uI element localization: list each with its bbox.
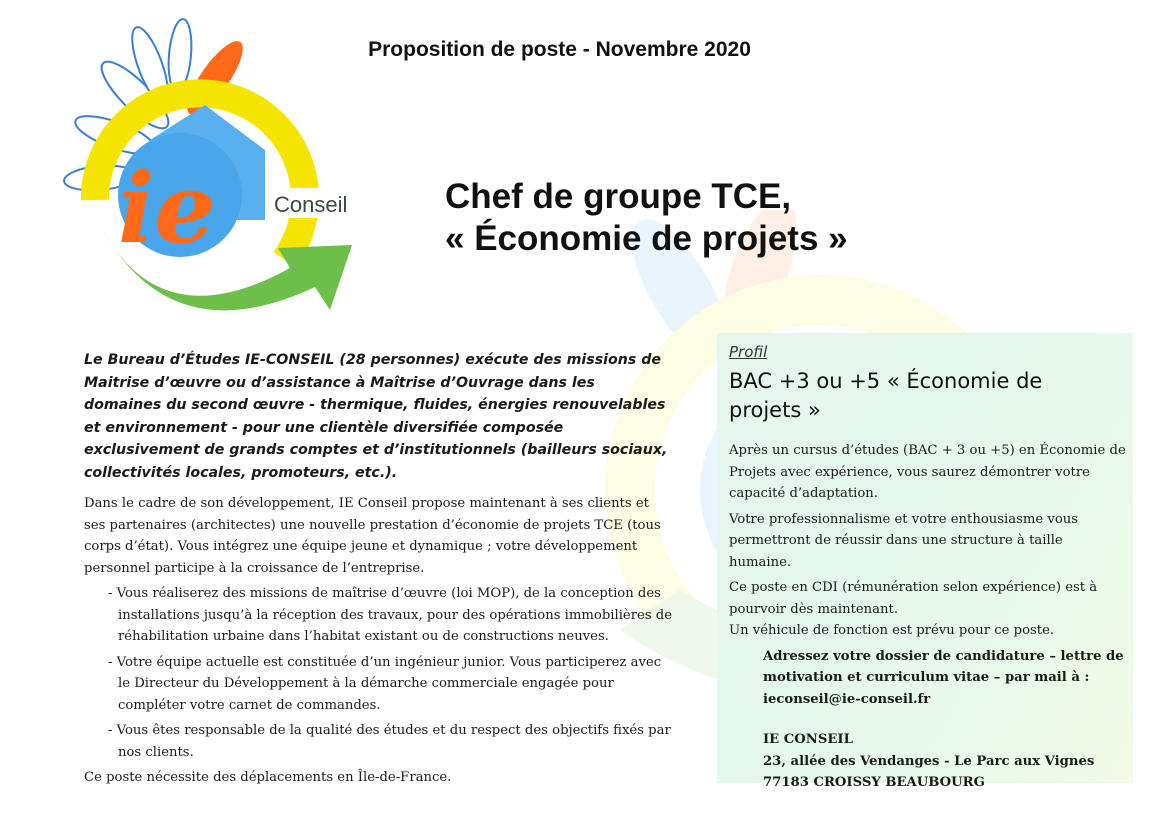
address-line-1: 23, allée des Vendanges - Le Parc aux Vignes [763,753,1095,769]
profile-vehicle: Un véhicule de fonction est prévu pour ce poste. [729,623,1055,638]
team-bullet: - Votre équipe actuelle est constituée d’un ingénieur junior. Vous participerez avec le Directeur du Développement à la démarche commerciale engagée pour compléter votre carnet de commandes. [108,654,662,713]
responsibility-bullet: - Vous êtes responsable de la qualité des études et du respect des objectifs fixés par nos clients. [108,723,671,760]
logo-conseil-word: Conseil [274,192,348,217]
job-title [445,176,848,260]
logo-ie-letters: ie [118,152,216,265]
document-header-title: Proposition de poste - Novembre 2020 [368,38,751,61]
profile-studies: Après un cursus d’études (BAC + 3 ou +5) en Économie de Projets avec expérience, vous saurez démontrer votre capacité d’adaptation. [729,443,1126,501]
profile-body [729,440,1127,794]
profile-contract: Ce poste en CDI (rémunération selon expérience) est à pourvoir dès maintenant. [729,580,1098,617]
development-paragraph: Dans le cadre de son développement, IE Conseil propose maintenant à ses clients et ses partenaires (architectes) une nouvelle prestation d’économie de projets TCE (tous corps d’état). Vous intégrez une équipe jeune et dynamique ; votre développement personnel participe à la croissance de l’entreprise. [84,496,661,576]
profile-box [717,333,1133,790]
job-title-line-2: « Économie de projets » [445,219,848,258]
apply-instructions-line-2: motivation et curriculum vitae – par mail à : [763,670,1090,685]
company-name: IE CONSEIL [763,732,853,747]
company-intro: Le Bureau d’Études IE-CONSEIL (28 personnes) exécute des missions de Maitrise d’œuvre ou d’assistance à Maîtrise d’Ouvrage dans les domaines du second œuvre - thermique, fluides, énergies renouvelables et environnement - pour une clientèle diversifiée composée exclusivement de grands comptes et d’institutionnels (bailleurs sociaux, collectivités locales, promoteurs, etc.). [84,352,668,481]
apply-instructions-line-1: Adressez votre dossier de candidature – lettre de [763,648,1124,664]
profile-qualities: Votre professionnalisme et votre enthousiasme vous permettront de réussir dans une structure à taille humaine. [729,511,1079,570]
travel-note: Ce poste nécessite des déplacements en Île-de-France. [84,770,452,785]
mission-bullet: - Vous réaliserez des missions de maîtrise d’œuvre (loi MOP), de la conception des installations jusqu’à la réception des travaux, pour des opérations immobilières de réhabilitation urbaine dans l’habitat existant ou de constructions neuves. [108,586,673,644]
job-title-line-1: Chef de groupe TCE, [445,177,792,216]
job-description [84,349,674,793]
application-contact [763,646,1127,794]
address-line-2: 77183 CROISSY BEAUBOURG [763,775,985,790]
contact-email[interactable]: ieconseil@ie-conseil.fr [763,691,931,707]
profile-label: Profil [729,343,768,361]
profile-title: BAC +3 ou +5 « Économie de projets » [729,369,1043,422]
